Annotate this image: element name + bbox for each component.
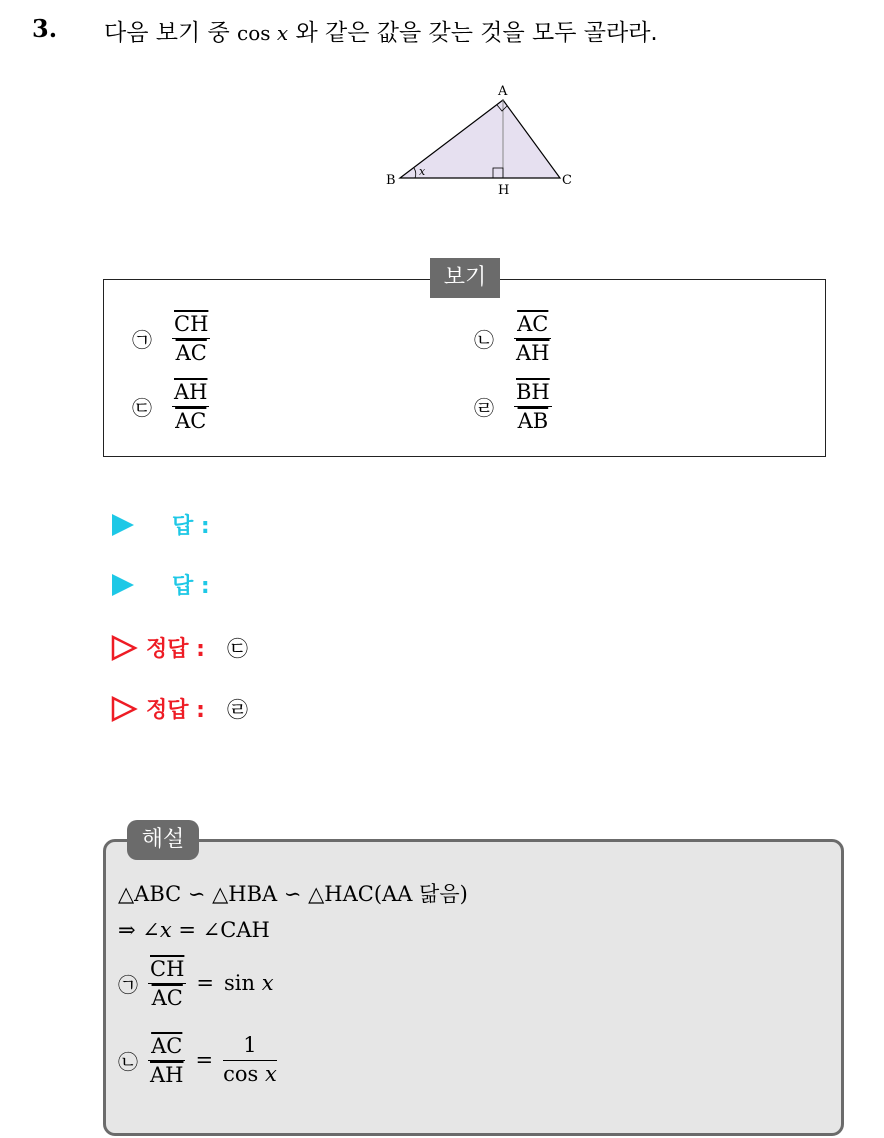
play-filled-icon: [110, 512, 136, 538]
rhs-fraction: [223, 1035, 277, 1085]
correct-answer-row-1: [110, 632, 248, 663]
label-a: A: [498, 84, 508, 99]
equals-sign: =: [196, 971, 214, 995]
option-fraction: [514, 380, 552, 432]
fraction-bar: [223, 1060, 277, 1061]
rhs-func: sin: [224, 971, 256, 995]
play-outline-icon: [110, 695, 138, 723]
answer-label: 답 :: [172, 574, 210, 599]
rhs-denominator: [223, 1064, 277, 1085]
fraction-denominator: AC: [175, 409, 207, 433]
fraction-numerator: $\overline{AH}$: [174, 380, 208, 404]
rhs-numerator: 1: [243, 1033, 257, 1057]
bogi-title: 보기: [430, 258, 500, 298]
fraction-numerator: $\overline{CH}$: [174, 312, 209, 336]
solution-similarity-line: △ABC ∽ △HBA ∽ △HAC(AA 닮음): [118, 882, 468, 906]
answer-row-2: [110, 569, 210, 600]
option-mark: ㉡: [474, 327, 494, 352]
label-b: B: [386, 173, 396, 188]
fraction-numerator: $\overline{AC}$: [151, 1034, 183, 1058]
bogi-option-1: [132, 312, 210, 364]
question-text: [104, 14, 658, 47]
correct-answer-label: 정답 :: [146, 698, 205, 723]
solution-mark: ㉠: [118, 972, 138, 997]
equals-sign: =: [195, 1048, 214, 1072]
option-fraction: [172, 312, 210, 364]
option-fraction: [514, 312, 551, 364]
option-mark: ㉠: [132, 327, 152, 352]
correct-answer-label: 정답 :: [146, 637, 205, 662]
question-text-before: 다음 보기 중: [104, 20, 230, 46]
question-text-after: 와 같은 값을 갖는 것을 모두 골라라.: [295, 20, 658, 46]
triangle-figure: [380, 78, 590, 198]
label-c: C: [562, 173, 572, 188]
answer-row-1: [110, 509, 210, 540]
solution-fraction: [148, 1034, 185, 1086]
correct-answer-value: ㉣: [226, 697, 248, 722]
rhs-den-var: x: [264, 1062, 277, 1086]
bogi-box: [103, 279, 826, 457]
fraction-denominator: AH: [150, 1063, 184, 1087]
play-filled-icon: [110, 572, 136, 598]
option-mark: ㉢: [132, 395, 152, 420]
math-var: x: [276, 21, 289, 45]
angle-var: x: [159, 918, 172, 942]
solution-item-1: [118, 957, 274, 1009]
math-func: cos: [237, 21, 271, 45]
correct-answer-row-2: [110, 693, 248, 724]
fraction-bar: [514, 338, 551, 339]
fraction-bar: [148, 1060, 185, 1061]
label-h: H: [498, 183, 510, 198]
fraction-denominator: AC: [151, 986, 183, 1010]
angle-suffix: = ∠CAH: [171, 918, 270, 942]
solution-angle-line: [118, 918, 270, 942]
rhs-den-func: cos: [223, 1062, 259, 1086]
answer-label: 답 :: [172, 514, 210, 539]
fraction-bar: [148, 983, 186, 984]
correct-answer-value: ㉢: [226, 636, 248, 661]
solution-item-2: [118, 1034, 277, 1086]
option-fraction: [172, 380, 209, 432]
question-number: 3.: [32, 14, 58, 43]
play-outline-icon: [110, 634, 138, 662]
fraction-denominator: AC: [175, 341, 207, 365]
label-angle-x: x: [419, 165, 426, 178]
solution-title: 해설: [127, 820, 199, 860]
angle-prefix: ⇒ ∠: [118, 918, 160, 942]
solution-fraction: [148, 957, 186, 1009]
fraction-bar: [172, 406, 209, 407]
option-mark: ㉣: [474, 395, 494, 420]
fraction-numerator: $\overline{CH}$: [150, 957, 185, 981]
solution-mark: ㉡: [118, 1049, 138, 1074]
question-math: [237, 21, 288, 45]
fraction-bar: [514, 406, 552, 407]
fraction-numerator: $\overline{BH}$: [516, 380, 550, 404]
rhs-var: x: [261, 971, 274, 995]
bogi-option-4: [474, 380, 552, 432]
fraction-bar: [172, 338, 210, 339]
fraction-denominator: AH: [516, 341, 550, 365]
fraction-numerator: $\overline{AC}$: [517, 312, 549, 336]
bogi-option-3: [132, 380, 209, 432]
fraction-denominator: AB: [517, 409, 549, 433]
bogi-option-2: [474, 312, 551, 364]
